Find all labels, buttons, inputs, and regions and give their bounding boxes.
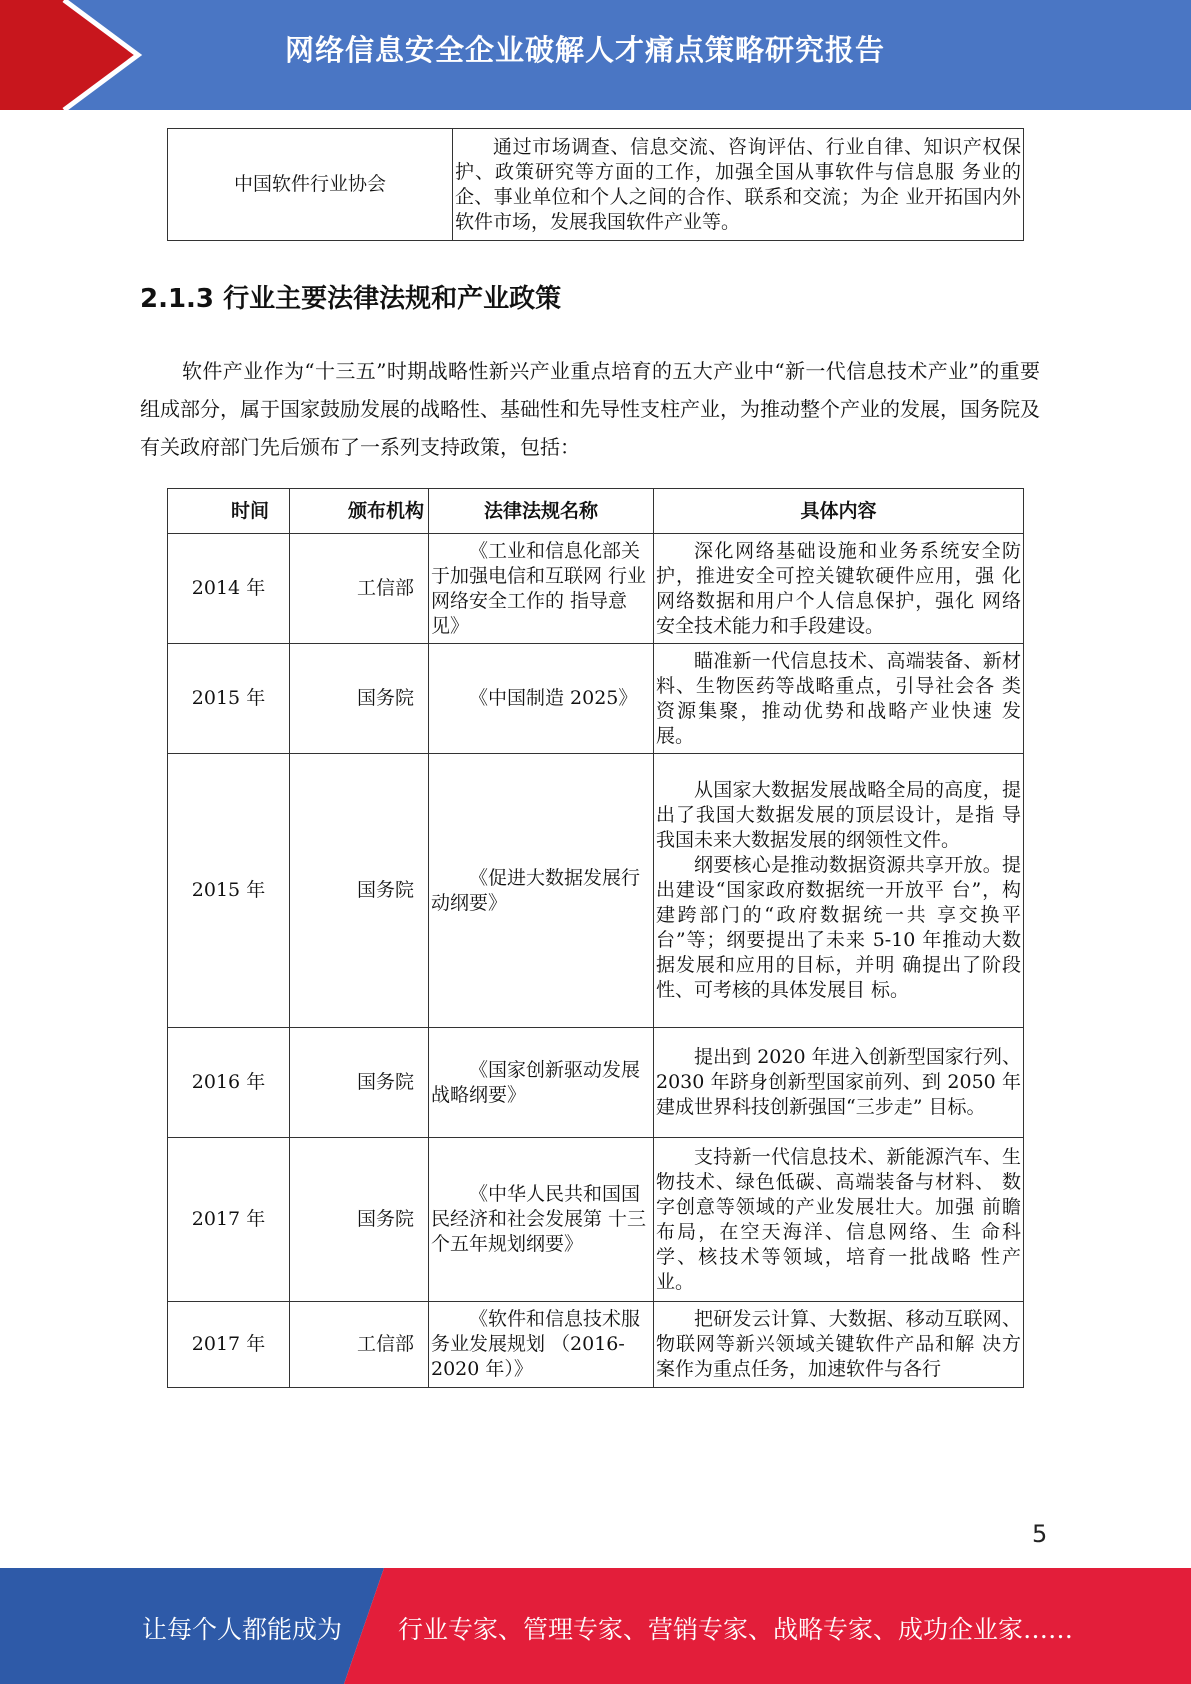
row-agency: 国务院 (290, 1138, 429, 1302)
row-year: 2016 年 (168, 1028, 290, 1138)
row-content-paragraph: 从国家大数据发展战略全局的高度，提出了我国大数据发展的顶层设计，是指 导我国未来大数据发展的纲领性文件。 (656, 779, 1021, 851)
row-content: 提出到 2020 年进入创新型国家行列、2030 年跻身创新型国家前列、到 2050 年建成世界科技创新强国“三步走” 目标。 (654, 1028, 1024, 1138)
row-content: 支持新一代信息技术、新能源汽车、生物技术、绿色低碳、高端装备与材料、 数字创意等领域的产业发展壮大。加强 前瞻布局，在空天海洋、信息网络、生 命科学、核技术等领域，培育一批战略 性产业。 (654, 1138, 1024, 1302)
header-arrow-icon (0, 0, 160, 110)
row-agency: 国务院 (290, 754, 429, 1028)
table-row (168, 534, 1024, 644)
table-row (168, 754, 1024, 1028)
row-year: 2014 年 (168, 534, 290, 644)
row-law: 《软件和信息技术服务业发展规划 （2016-2020 年）》 (429, 1302, 654, 1388)
row-agency: 国务院 (290, 1028, 429, 1138)
footer-slogan-left: 让每个人都能成为 (142, 1615, 343, 1644)
row-year: 2015 年 (168, 754, 290, 1028)
table-row (168, 1302, 1024, 1388)
row-year: 2015 年 (168, 644, 290, 754)
header-agency: 颁布机构 (290, 489, 429, 534)
table-row (168, 644, 1024, 754)
row-law: 《工业和信息化部关于加强电信和互联网 行业网络安全工作的 指导意见》 (429, 534, 654, 644)
row-law: 《促进大数据发展行动纲要》 (429, 754, 654, 1028)
header-content: 具体内容 (654, 489, 1024, 534)
association-table (167, 128, 1024, 241)
row-year: 2017 年 (168, 1138, 290, 1302)
policy-table (167, 488, 1024, 1388)
row-content: 深化网络基础设施和业务系统安全防护，推进安全可控关键软硬件应用，强 化网络数据和用户个人信息保护，强化 网络安全技术能力和手段建设。 (654, 534, 1024, 644)
page-header (0, 0, 1191, 110)
table-header-row (168, 489, 1024, 534)
row-year: 2017 年 (168, 1302, 290, 1388)
row-law: 《国家创新驱动发展战略纲要》 (429, 1028, 654, 1138)
row-agency: 工信部 (290, 534, 429, 644)
footer-slogan-right: 行业专家、管理专家、营销专家、战略专家、成功企业家…… (398, 1615, 1074, 1644)
row-law: 《中华人民共和国国民经济和社会发展第 十三个五年规划纲要》 (429, 1138, 654, 1302)
table-row (168, 1028, 1024, 1138)
section-intro: 软件产业作为“十三五”时期战略性新兴产业重点培育的五大产业中“新一代信息技术产业”的重要组成部分，属于国家鼓励发展的战略性、基础性和先导性支柱产业，为推动整个产业的发展，国务院及有关政府部门先后颁布了一系列支持政策，包括： (140, 359, 1040, 459)
row-content-paragraph: 纲要核心是推动数据资源共享开放。提出建设“国家政府数据统一开放平 台”，构建跨部门的“政府数据统一共 享交换平台”等；纲要提出了未来 5-10 年推动大数据发展和应用的目标，并明 确提出了阶段性、可考核的具体发展目 标。 (656, 854, 1021, 1001)
row-content (654, 754, 1024, 1028)
page-number: 5 (1032, 1520, 1048, 1548)
row-agency: 国务院 (290, 644, 429, 754)
table-row (168, 129, 1024, 241)
header-year: 时间 (168, 489, 290, 534)
table-row (168, 1138, 1024, 1302)
section-heading: 2.1.3 行业主要法律法规和产业政策 (140, 284, 562, 314)
row-content: 把研发云计算、大数据、移动互联网、物联网等新兴领域关键软件产品和解 决方案作为重点任务，加速软件与各行 (654, 1302, 1024, 1388)
association-name: 中国软件行业协会 (168, 129, 453, 241)
row-law: 《中国制造 2025》 (429, 644, 654, 754)
header-title: 网络信息安全企业破解人才痛点策略研究报告 (285, 33, 886, 67)
row-agency: 工信部 (290, 1302, 429, 1388)
page-footer (0, 1568, 1191, 1684)
header-law: 法律法规名称 (429, 489, 654, 534)
association-description: 通过市场调查、信息交流、咨询评估、行业自律、知识产权保护、政策研究等方面的工作，加强全国从事软件与信息服 务业的企、事业单位和个人之间的合作、联系和交流；为企 业开拓国内外软件市场，发展我国软件产业等。 (453, 129, 1024, 241)
row-content: 瞄准新一代信息技术、高端装备、新材料、生物医药等战略重点，引导社会各 类资源集聚，推动优势和战略产业快速 发展。 (654, 644, 1024, 754)
